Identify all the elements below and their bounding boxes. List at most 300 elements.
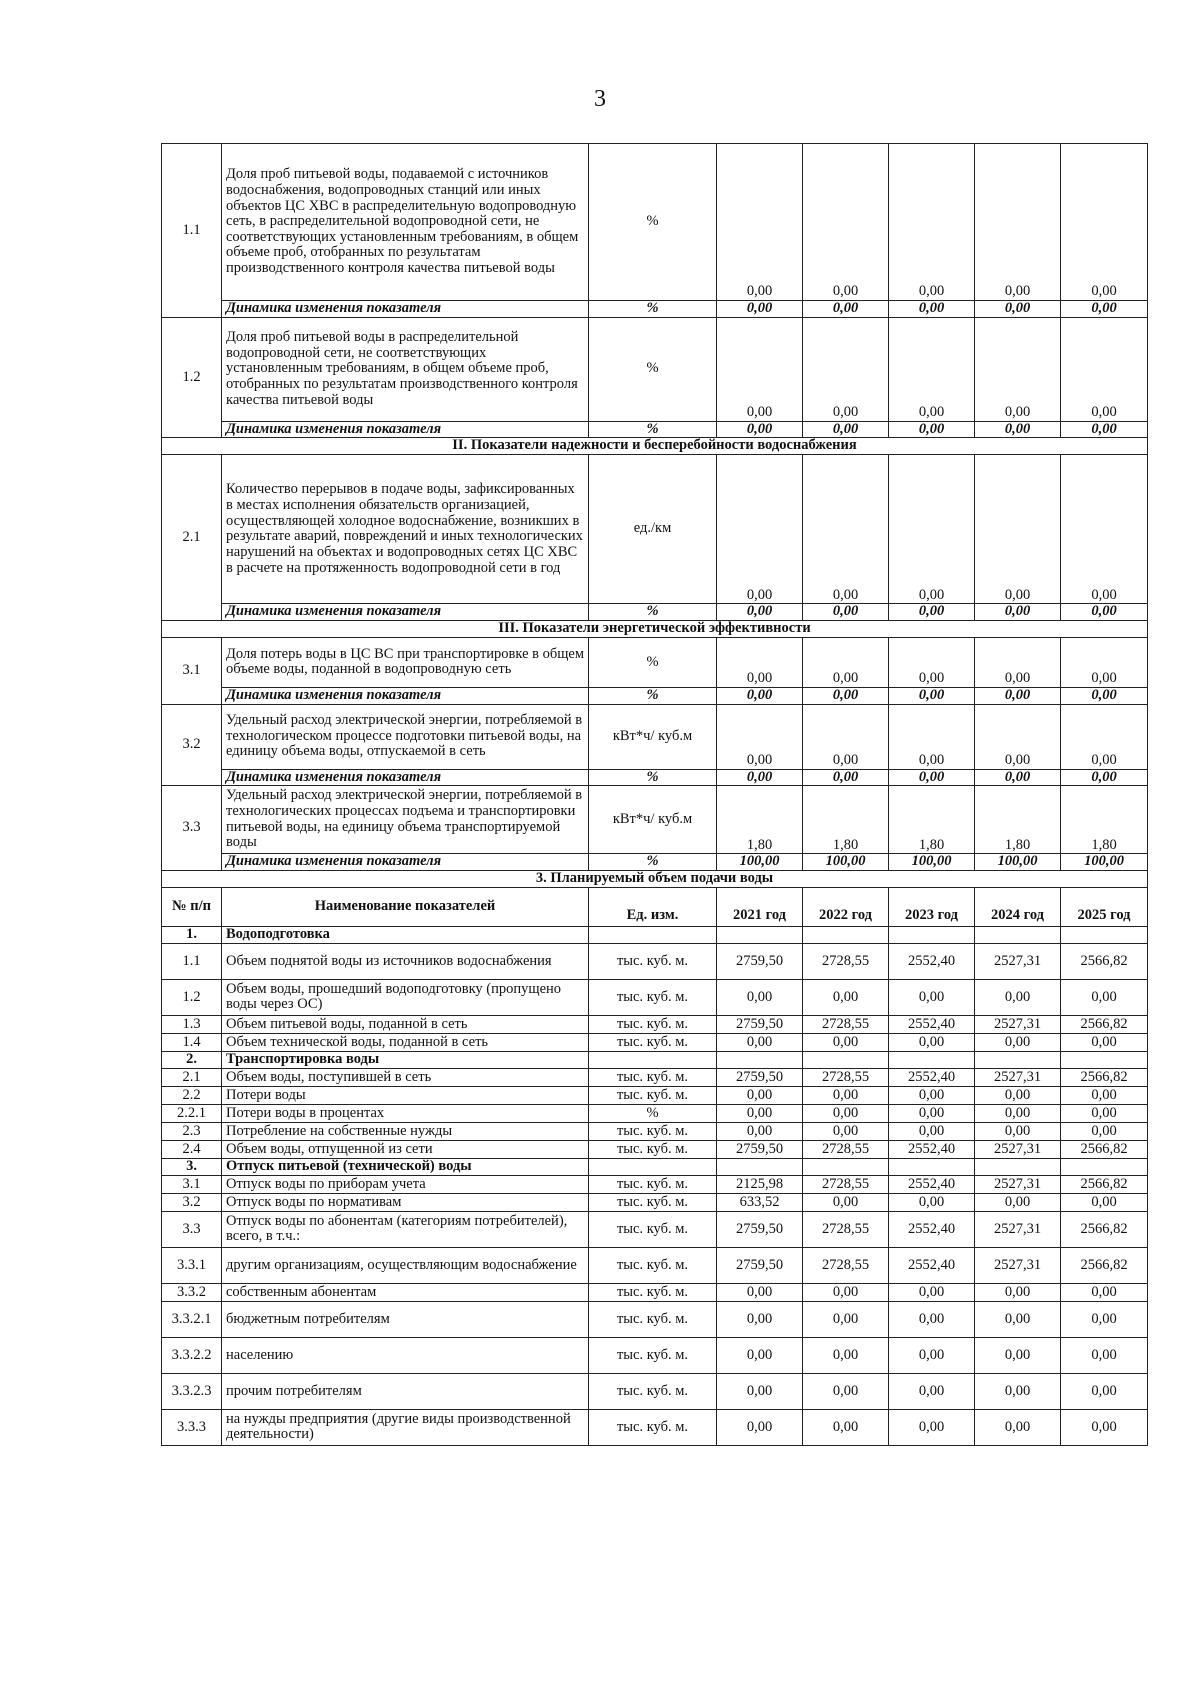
value-cell: 0,00	[1061, 1193, 1148, 1211]
row-unit: тыс. куб. м.	[589, 1337, 717, 1373]
header-num: № п/п	[162, 887, 222, 926]
table-row	[162, 1409, 1148, 1445]
dynamics-unit: %	[589, 301, 717, 318]
row-number: 3.3	[162, 1211, 222, 1247]
header-unit: Ед. изм.	[589, 887, 717, 926]
value-cell: 0,00	[1061, 1086, 1148, 1104]
header-year: 2022 год	[803, 887, 889, 926]
dynamics-value: 0,00	[803, 687, 889, 704]
dynamics-unit: %	[589, 854, 717, 871]
value-cell: 0,00	[803, 1193, 889, 1211]
header-year: 2025 год	[1061, 887, 1148, 926]
dynamics-value: 0,00	[717, 301, 803, 318]
row-unit: тыс. куб. м.	[589, 1283, 717, 1301]
value-cell: 0,00	[975, 1301, 1061, 1337]
row-number: 3.3.2.2	[162, 1337, 222, 1373]
empty-cell	[803, 1051, 889, 1068]
value-cell: 2566,82	[1061, 1015, 1148, 1033]
value-cell: 0,00	[975, 1086, 1061, 1104]
table-row	[162, 1373, 1148, 1409]
value-cell: 0,00	[889, 1301, 975, 1337]
value-cell: 0,00	[889, 979, 975, 1015]
dynamics-label: Динамика изменения показателя	[222, 604, 589, 621]
empty-cell	[889, 1051, 975, 1068]
table-row	[162, 979, 1148, 1015]
value-cell: 0,00	[1061, 1337, 1148, 1373]
value-cell: 0,00	[889, 1337, 975, 1373]
value-cell: 0,00	[803, 1086, 889, 1104]
empty-cell	[975, 926, 1061, 943]
dynamics-value: 0,00	[1061, 769, 1148, 786]
dynamics-value: 0,00	[717, 769, 803, 786]
value-cell: 0,00	[889, 1086, 975, 1104]
value-cell: 0,00	[1061, 1104, 1148, 1122]
row-number: 3.1	[162, 1175, 222, 1193]
page-number: 3	[594, 86, 606, 112]
value-cell: 0,00	[803, 1373, 889, 1409]
dynamics-value: 0,00	[1061, 301, 1148, 318]
row-name: Потери воды в процентах	[222, 1104, 589, 1122]
value-cell: 0,00	[889, 1122, 975, 1140]
row-number: 3.3.3	[162, 1409, 222, 1445]
value-cell: 0,00	[717, 979, 803, 1015]
value-cell: 0,00	[889, 1033, 975, 1051]
value-cell: 0,00	[717, 1122, 803, 1140]
value-cell: 0,00	[803, 317, 889, 421]
value-cell: 0,00	[803, 979, 889, 1015]
value-cell: 0,00	[717, 637, 803, 687]
row-unit: тыс. куб. м.	[589, 1409, 717, 1445]
plan-header-row	[162, 887, 1148, 926]
row-name: Потребление на собственные нужды	[222, 1122, 589, 1140]
value-cell: 2566,82	[1061, 1247, 1148, 1283]
row-number: 1.2	[162, 317, 222, 438]
row-name: Объем воды, отпущенной из сети	[222, 1140, 589, 1158]
value-cell: 0,00	[1061, 144, 1148, 301]
row-name: Объем питьевой воды, поданной в сеть	[222, 1015, 589, 1033]
value-cell: 2566,82	[1061, 1211, 1148, 1247]
dynamics-unit: %	[589, 421, 717, 438]
empty-cell	[1061, 1158, 1148, 1175]
indicator-name: Доля потерь воды в ЦС ВС при транспортировке в общем объеме воды, поданной в водопроводную сеть	[222, 637, 589, 687]
plan-group-row	[162, 1051, 1148, 1068]
value-cell: 0,00	[889, 1283, 975, 1301]
table-row	[162, 1211, 1148, 1247]
value-cell: 0,00	[1061, 1283, 1148, 1301]
row-number: 2.3	[162, 1122, 222, 1140]
value-cell: 2759,50	[717, 943, 803, 979]
dynamics-value: 0,00	[1061, 604, 1148, 621]
value-cell: 0,00	[1061, 637, 1148, 687]
dynamics-value: 0,00	[1061, 421, 1148, 438]
dynamics-row	[162, 854, 1148, 871]
dynamics-value: 100,00	[975, 854, 1061, 871]
value-cell: 0,00	[889, 1409, 975, 1445]
dynamics-value: 0,00	[803, 769, 889, 786]
dynamics-value: 0,00	[975, 687, 1061, 704]
value-cell: 2125,98	[717, 1175, 803, 1193]
row-unit: тыс. куб. м.	[589, 1247, 717, 1283]
empty-cell	[717, 1051, 803, 1068]
value-cell: 2566,82	[1061, 1068, 1148, 1086]
value-cell: 0,00	[717, 1337, 803, 1373]
value-cell: 0,00	[717, 1301, 803, 1337]
indicator-row	[162, 144, 1148, 301]
dynamics-value: 0,00	[803, 604, 889, 621]
dynamics-label: Динамика изменения показателя	[222, 854, 589, 871]
value-cell: 2527,31	[975, 1175, 1061, 1193]
value-cell: 0,00	[975, 1193, 1061, 1211]
value-cell: 0,00	[975, 637, 1061, 687]
empty-cell	[717, 926, 803, 943]
value-cell: 0,00	[889, 317, 975, 421]
dynamics-value: 100,00	[803, 854, 889, 871]
value-cell: 2728,55	[803, 1211, 889, 1247]
value-cell: 0,00	[1061, 1122, 1148, 1140]
group-name: Транспортировка воды	[222, 1051, 589, 1068]
value-cell: 0,00	[889, 1373, 975, 1409]
value-cell: 2552,40	[889, 1068, 975, 1086]
section-title-row	[162, 438, 1148, 455]
row-number: 1.1	[162, 144, 222, 318]
table-row	[162, 1015, 1148, 1033]
group-name: Водоподготовка	[222, 926, 589, 943]
value-cell: 0,00	[975, 317, 1061, 421]
value-cell: 2759,50	[717, 1015, 803, 1033]
row-name: собственным абонентам	[222, 1283, 589, 1301]
indicator-row	[162, 637, 1148, 687]
value-cell: 0,00	[1061, 1301, 1148, 1337]
value-cell: 2728,55	[803, 1068, 889, 1086]
empty-cell	[889, 1158, 975, 1175]
indicator-unit: кВт*ч/ куб.м	[589, 704, 717, 769]
value-cell: 2759,50	[717, 1140, 803, 1158]
value-cell: 0,00	[803, 455, 889, 604]
row-name: Потери воды	[222, 1086, 589, 1104]
table-row	[162, 1033, 1148, 1051]
row-name: Отпуск воды по приборам учета	[222, 1175, 589, 1193]
plan-group-row	[162, 926, 1148, 943]
empty-cell	[889, 926, 975, 943]
header-year: 2024 год	[975, 887, 1061, 926]
value-cell: 2552,40	[889, 1015, 975, 1033]
indicator-row	[162, 317, 1148, 421]
dynamics-row	[162, 421, 1148, 438]
dynamics-value: 0,00	[975, 421, 1061, 438]
plan-group-row	[162, 1158, 1148, 1175]
header-year: 2023 год	[889, 887, 975, 926]
row-unit: тыс. куб. м.	[589, 1193, 717, 1211]
indicator-row	[162, 704, 1148, 769]
indicator-name: Количество перерывов в подаче воды, зафиксированных в местах исполнения обязательств организацией, осуществляющей холодное водоснабжение, возникших в результате аварий, повреждений и иных технологических нарушений на объектах и водопроводных сетях ЦС ХВС в расчете на протяженность водопроводной сети в год	[222, 455, 589, 604]
value-cell: 0,00	[803, 637, 889, 687]
row-unit: тыс. куб. м.	[589, 1301, 717, 1337]
row-number: 2.1	[162, 1068, 222, 1086]
dynamics-value: 100,00	[889, 854, 975, 871]
row-unit: тыс. куб. м.	[589, 1068, 717, 1086]
table-row	[162, 943, 1148, 979]
plan-title-row	[162, 870, 1148, 887]
value-cell: 2527,31	[975, 1247, 1061, 1283]
dynamics-value: 0,00	[1061, 687, 1148, 704]
dynamics-value: 0,00	[975, 604, 1061, 621]
row-number: 3.	[162, 1158, 222, 1175]
value-cell: 0,00	[717, 1373, 803, 1409]
table-row	[162, 1068, 1148, 1086]
row-number: 2.2.1	[162, 1104, 222, 1122]
value-cell: 0,00	[717, 1033, 803, 1051]
empty-cell	[803, 1158, 889, 1175]
dynamics-value: 0,00	[889, 421, 975, 438]
table-row	[162, 1247, 1148, 1283]
value-cell: 0,00	[803, 1409, 889, 1445]
indicator-row	[162, 786, 1148, 854]
value-cell: 2728,55	[803, 1140, 889, 1158]
value-cell: 2728,55	[803, 943, 889, 979]
value-cell: 0,00	[975, 455, 1061, 604]
row-number: 2.2	[162, 1086, 222, 1104]
indicators-body	[162, 144, 1148, 1446]
indicator-name: Удельный расход электрической энергии, потребляемой в технологических процессах подъема и транспортировки питьевой воды, на единицу объема транспортируемой воды	[222, 786, 589, 854]
value-cell: 1,80	[975, 786, 1061, 854]
value-cell: 0,00	[717, 1086, 803, 1104]
dynamics-row	[162, 769, 1148, 786]
row-number: 3.1	[162, 637, 222, 704]
value-cell: 1,80	[1061, 786, 1148, 854]
value-cell: 0,00	[889, 144, 975, 301]
value-cell: 633,52	[717, 1193, 803, 1211]
table-row	[162, 1337, 1148, 1373]
value-cell: 2552,40	[889, 1211, 975, 1247]
value-cell: 2552,40	[889, 1140, 975, 1158]
value-cell: 0,00	[975, 1104, 1061, 1122]
value-cell: 0,00	[803, 1122, 889, 1140]
row-name: Отпуск воды по абонентам (категориям потребителей), всего, в т.ч.:	[222, 1211, 589, 1247]
empty-cell	[589, 1158, 717, 1175]
row-number: 2.	[162, 1051, 222, 1068]
value-cell: 0,00	[889, 704, 975, 769]
table-row	[162, 1122, 1148, 1140]
table-row	[162, 1193, 1148, 1211]
row-name: Отпуск воды по нормативам	[222, 1193, 589, 1211]
value-cell: 0,00	[889, 1193, 975, 1211]
dynamics-label: Динамика изменения показателя	[222, 769, 589, 786]
row-number: 3.3.2.1	[162, 1301, 222, 1337]
value-cell: 0,00	[1061, 1373, 1148, 1409]
table-row	[162, 1301, 1148, 1337]
row-name: Объем воды, прошедший водоподготовку (пропущено воды через ОС)	[222, 979, 589, 1015]
value-cell: 2527,31	[975, 1140, 1061, 1158]
value-cell: 0,00	[717, 1104, 803, 1122]
dynamics-value: 0,00	[889, 769, 975, 786]
value-cell: 0,00	[803, 144, 889, 301]
value-cell: 2759,50	[717, 1068, 803, 1086]
empty-cell	[717, 1158, 803, 1175]
value-cell: 0,00	[889, 1104, 975, 1122]
section-title: II. Показатели надежности и бесперебойности водоснабжения	[162, 438, 1148, 455]
dynamics-label: Динамика изменения показателя	[222, 687, 589, 704]
empty-cell	[589, 926, 717, 943]
row-unit: тыс. куб. м.	[589, 1033, 717, 1051]
value-cell: 0,00	[1061, 704, 1148, 769]
value-cell: 2527,31	[975, 1068, 1061, 1086]
row-number: 2.4	[162, 1140, 222, 1158]
dynamics-value: 0,00	[889, 301, 975, 318]
value-cell: 0,00	[975, 1337, 1061, 1373]
header-name: Наименование показателей	[222, 887, 589, 926]
dynamics-value: 0,00	[889, 687, 975, 704]
value-cell: 0,00	[717, 1283, 803, 1301]
value-cell: 2759,50	[717, 1247, 803, 1283]
indicators-table	[161, 143, 1148, 1446]
value-cell: 2552,40	[889, 1175, 975, 1193]
row-name: другим организациям, осуществляющим водоснабжение	[222, 1247, 589, 1283]
value-cell: 0,00	[1061, 979, 1148, 1015]
plan-title: 3. Планируемый объем подачи воды	[162, 870, 1148, 887]
dynamics-unit: %	[589, 604, 717, 621]
value-cell: 2728,55	[803, 1247, 889, 1283]
indicator-unit: %	[589, 317, 717, 421]
value-cell: 0,00	[975, 1033, 1061, 1051]
dynamics-value: 0,00	[975, 301, 1061, 318]
row-unit: тыс. куб. м.	[589, 1122, 717, 1140]
dynamics-value: 0,00	[717, 421, 803, 438]
empty-cell	[1061, 926, 1148, 943]
value-cell: 0,00	[717, 1409, 803, 1445]
empty-cell	[803, 926, 889, 943]
table-row	[162, 1175, 1148, 1193]
row-unit: %	[589, 1104, 717, 1122]
row-unit: тыс. куб. м.	[589, 1086, 717, 1104]
value-cell: 0,00	[975, 1409, 1061, 1445]
value-cell: 0,00	[803, 1337, 889, 1373]
row-number: 3.2	[162, 1193, 222, 1211]
value-cell: 2527,31	[975, 943, 1061, 979]
value-cell: 0,00	[889, 455, 975, 604]
indicator-unit: кВт*ч/ куб.м	[589, 786, 717, 854]
row-name: на нужды предприятия (другие виды производственной деятельности)	[222, 1409, 589, 1445]
indicator-name: Удельный расход электрической энергии, потребляемой в технологическом процессе подготовки питьевой воды, на единицу объема воды, отпускаемой в сеть	[222, 704, 589, 769]
row-number: 1.	[162, 926, 222, 943]
empty-cell	[975, 1158, 1061, 1175]
row-unit: тыс. куб. м.	[589, 1373, 717, 1409]
row-number: 3.3	[162, 786, 222, 871]
value-cell: 2759,50	[717, 1211, 803, 1247]
row-number: 2.1	[162, 455, 222, 621]
value-cell: 0,00	[803, 1283, 889, 1301]
value-cell: 0,00	[975, 979, 1061, 1015]
value-cell: 2552,40	[889, 1247, 975, 1283]
value-cell: 0,00	[717, 704, 803, 769]
dynamics-value: 0,00	[717, 604, 803, 621]
value-cell: 2728,55	[803, 1175, 889, 1193]
section-title: III. Показатели энергетической эффективности	[162, 620, 1148, 637]
table-row	[162, 1104, 1148, 1122]
value-cell: 0,00	[889, 637, 975, 687]
row-unit: тыс. куб. м.	[589, 979, 717, 1015]
table-row	[162, 1283, 1148, 1301]
row-unit: тыс. куб. м.	[589, 1015, 717, 1033]
row-unit: тыс. куб. м.	[589, 1211, 717, 1247]
value-cell: 2527,31	[975, 1015, 1061, 1033]
indicator-name: Доля проб питьевой воды в распределительной водопроводной сети, не соответствующих установленным требованиям, в общем объеме проб, отобранных по результатам производственного контроля качества питьевой воды	[222, 317, 589, 421]
dynamics-value: 0,00	[889, 604, 975, 621]
value-cell: 2552,40	[889, 943, 975, 979]
value-cell: 0,00	[1061, 317, 1148, 421]
dynamics-row	[162, 687, 1148, 704]
empty-cell	[975, 1051, 1061, 1068]
value-cell: 0,00	[1061, 1409, 1148, 1445]
group-name: Отпуск питьевой (технической) воды	[222, 1158, 589, 1175]
value-cell: 2566,82	[1061, 1140, 1148, 1158]
indicator-unit: %	[589, 144, 717, 301]
indicator-unit: %	[589, 637, 717, 687]
row-number: 3.3.1	[162, 1247, 222, 1283]
row-name: населению	[222, 1337, 589, 1373]
row-unit: тыс. куб. м.	[589, 1140, 717, 1158]
value-cell: 2527,31	[975, 1211, 1061, 1247]
value-cell: 0,00	[717, 317, 803, 421]
row-number: 1.3	[162, 1015, 222, 1033]
value-cell: 0,00	[803, 704, 889, 769]
value-cell: 0,00	[1061, 1033, 1148, 1051]
row-name: бюджетным потребителям	[222, 1301, 589, 1337]
table-row	[162, 1086, 1148, 1104]
dynamics-unit: %	[589, 687, 717, 704]
value-cell: 0,00	[975, 1283, 1061, 1301]
value-cell: 0,00	[975, 1373, 1061, 1409]
section-title-row	[162, 620, 1148, 637]
value-cell: 0,00	[803, 1104, 889, 1122]
dynamics-row	[162, 301, 1148, 318]
value-cell: 0,00	[975, 144, 1061, 301]
value-cell: 0,00	[717, 455, 803, 604]
empty-cell	[589, 1051, 717, 1068]
indicator-unit: ед./км	[589, 455, 717, 604]
value-cell: 0,00	[717, 144, 803, 301]
row-name: Объем поднятой воды из источников водоснабжения	[222, 943, 589, 979]
dynamics-row	[162, 604, 1148, 621]
row-name: прочим потребителям	[222, 1373, 589, 1409]
dynamics-value: 100,00	[1061, 854, 1148, 871]
row-name: Объем технической воды, поданной в сеть	[222, 1033, 589, 1051]
value-cell: 2566,82	[1061, 943, 1148, 979]
row-name: Объем воды, поступившей в сеть	[222, 1068, 589, 1086]
dynamics-value: 0,00	[803, 421, 889, 438]
value-cell: 2566,82	[1061, 1175, 1148, 1193]
table-row	[162, 1140, 1148, 1158]
row-unit: тыс. куб. м.	[589, 1175, 717, 1193]
value-cell: 1,80	[889, 786, 975, 854]
header-year: 2021 год	[717, 887, 803, 926]
value-cell: 0,00	[975, 1122, 1061, 1140]
dynamics-value: 100,00	[717, 854, 803, 871]
indicator-name: Доля проб питьевой воды, подаваемой с источников водоснабжения, водопроводных станций или иных объектов ЦС ХВС в распределительную водопроводную сеть, в распределительной водопроводной сети, не соответствующих установленным требованиям, в общем объеме проб, отобранных по результатам производственного контроля качества питьевой воды	[222, 144, 589, 301]
row-number: 1.1	[162, 943, 222, 979]
value-cell: 0,00	[1061, 455, 1148, 604]
value-cell: 1,80	[717, 786, 803, 854]
row-number: 1.2	[162, 979, 222, 1015]
row-number: 3.3.2.3	[162, 1373, 222, 1409]
dynamics-value: 0,00	[803, 301, 889, 318]
value-cell: 2728,55	[803, 1015, 889, 1033]
value-cell: 0,00	[975, 704, 1061, 769]
dynamics-label: Динамика изменения показателя	[222, 301, 589, 318]
value-cell: 0,00	[803, 1301, 889, 1337]
dynamics-unit: %	[589, 769, 717, 786]
empty-cell	[1061, 1051, 1148, 1068]
indicator-row	[162, 455, 1148, 604]
